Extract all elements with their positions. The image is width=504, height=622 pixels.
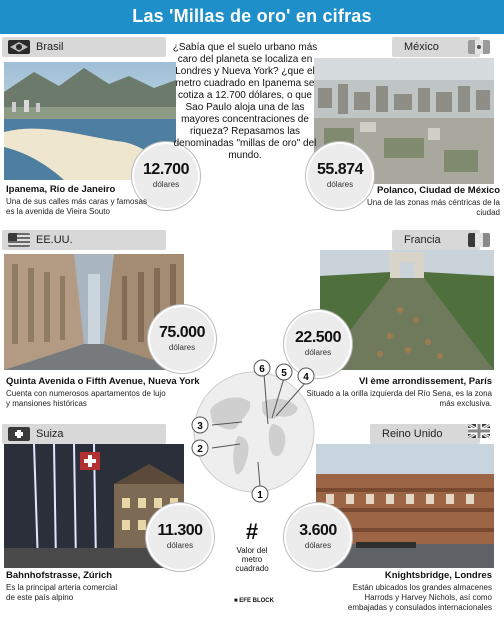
- swiss-flag-icon: [8, 427, 30, 441]
- marker-3: 3: [197, 421, 203, 432]
- place-title: Quinta Avenida o Fifth Avenue, Nueva York: [6, 376, 200, 387]
- intro-text: ¿Sabía que el suelo urbano más caro del planeta se localiza en Londres y Nueva York? ¿que el metro cuadrado en Ipanema se cotiza a 12.700 dólares, o que Sao Paulo aloja una de las mayores concentraciones de riqueza? Repasamos las denominadas "millas de oro" del mundo.: [172, 42, 318, 161]
- value-text: 55.874: [317, 161, 363, 178]
- currency-text: dólares: [166, 541, 194, 550]
- place-description: Una de las zonas más céntricas de la ciudad: [367, 198, 500, 217]
- place-title: Polanco, Ciudad de México: [377, 185, 500, 196]
- world-globe: [180, 352, 328, 504]
- place-description: Están ubicados los grandes almacenes Harrods y Harvey Nichols, así como embajadas y consulados internacionales: [347, 583, 492, 612]
- place-description: Situado a la orilla izquierda del Río Sena, es la zona más exclusiva.: [306, 389, 492, 408]
- value-text: 22.500: [295, 329, 341, 346]
- country-label: EE.UU.: [36, 234, 73, 246]
- uk-flag-icon: [468, 424, 490, 438]
- legend: [229, 520, 275, 573]
- country-label: Brasil: [36, 41, 64, 53]
- brazil-flag-icon: [8, 40, 30, 54]
- usa-flag-icon: [8, 233, 30, 247]
- value-badge: [286, 505, 350, 569]
- currency-text: dólares: [304, 348, 332, 357]
- legend-text: Valor del metro cuadrado: [235, 546, 269, 573]
- marker-2: 2: [197, 444, 203, 455]
- place-title: Knightsbridge, Londres: [384, 570, 492, 581]
- marker-4: 4: [303, 372, 309, 383]
- value-text: 11.300: [157, 522, 203, 539]
- title-bar: [0, 0, 504, 34]
- france-flag-icon: [468, 233, 490, 247]
- country-label: Francia: [404, 234, 441, 246]
- currency-text: dólares: [304, 541, 332, 550]
- page-title: Las 'Millas de oro' en cifras: [132, 6, 372, 26]
- place-description: Una de sus calles más caras y famosas es la avenida de Vieira Souto: [6, 197, 147, 216]
- currency-text: dólares: [326, 180, 354, 189]
- currency-text: dólares: [168, 343, 196, 352]
- marker-6: 6: [259, 364, 265, 375]
- credit: ■ EFE BLOCK: [234, 598, 274, 604]
- place-description: Cuenta con numerosos apartamentos de lujo y mansiones históricas: [6, 389, 166, 408]
- value-text: 75.000: [159, 324, 205, 341]
- marker-1: 1: [257, 490, 263, 501]
- value-text: 3.600: [299, 522, 337, 539]
- legend-symbol: #: [245, 519, 259, 544]
- place-title: VI ème arrondissement, París: [358, 376, 492, 387]
- country-label: Reino Unido: [382, 428, 443, 440]
- currency-text: dólares: [152, 180, 180, 189]
- country-chip-francia: [392, 230, 480, 250]
- place-description: Es la principal arteria comercial de este país alpino: [6, 583, 118, 602]
- value-text: 12.700: [143, 161, 189, 178]
- place-title: Ipanema, Río de Janeiro: [6, 184, 116, 195]
- country-label: México: [404, 41, 439, 53]
- marker-5: 5: [281, 368, 287, 379]
- country-label: Suiza: [36, 428, 64, 440]
- place-title: Bahnhofstrasse, Zúrich: [6, 570, 113, 581]
- mexico-flag-icon: [468, 40, 490, 54]
- value-badge: [148, 505, 212, 569]
- country-chip-reino-unido: [370, 424, 480, 444]
- country-chip-mexico: [392, 37, 480, 57]
